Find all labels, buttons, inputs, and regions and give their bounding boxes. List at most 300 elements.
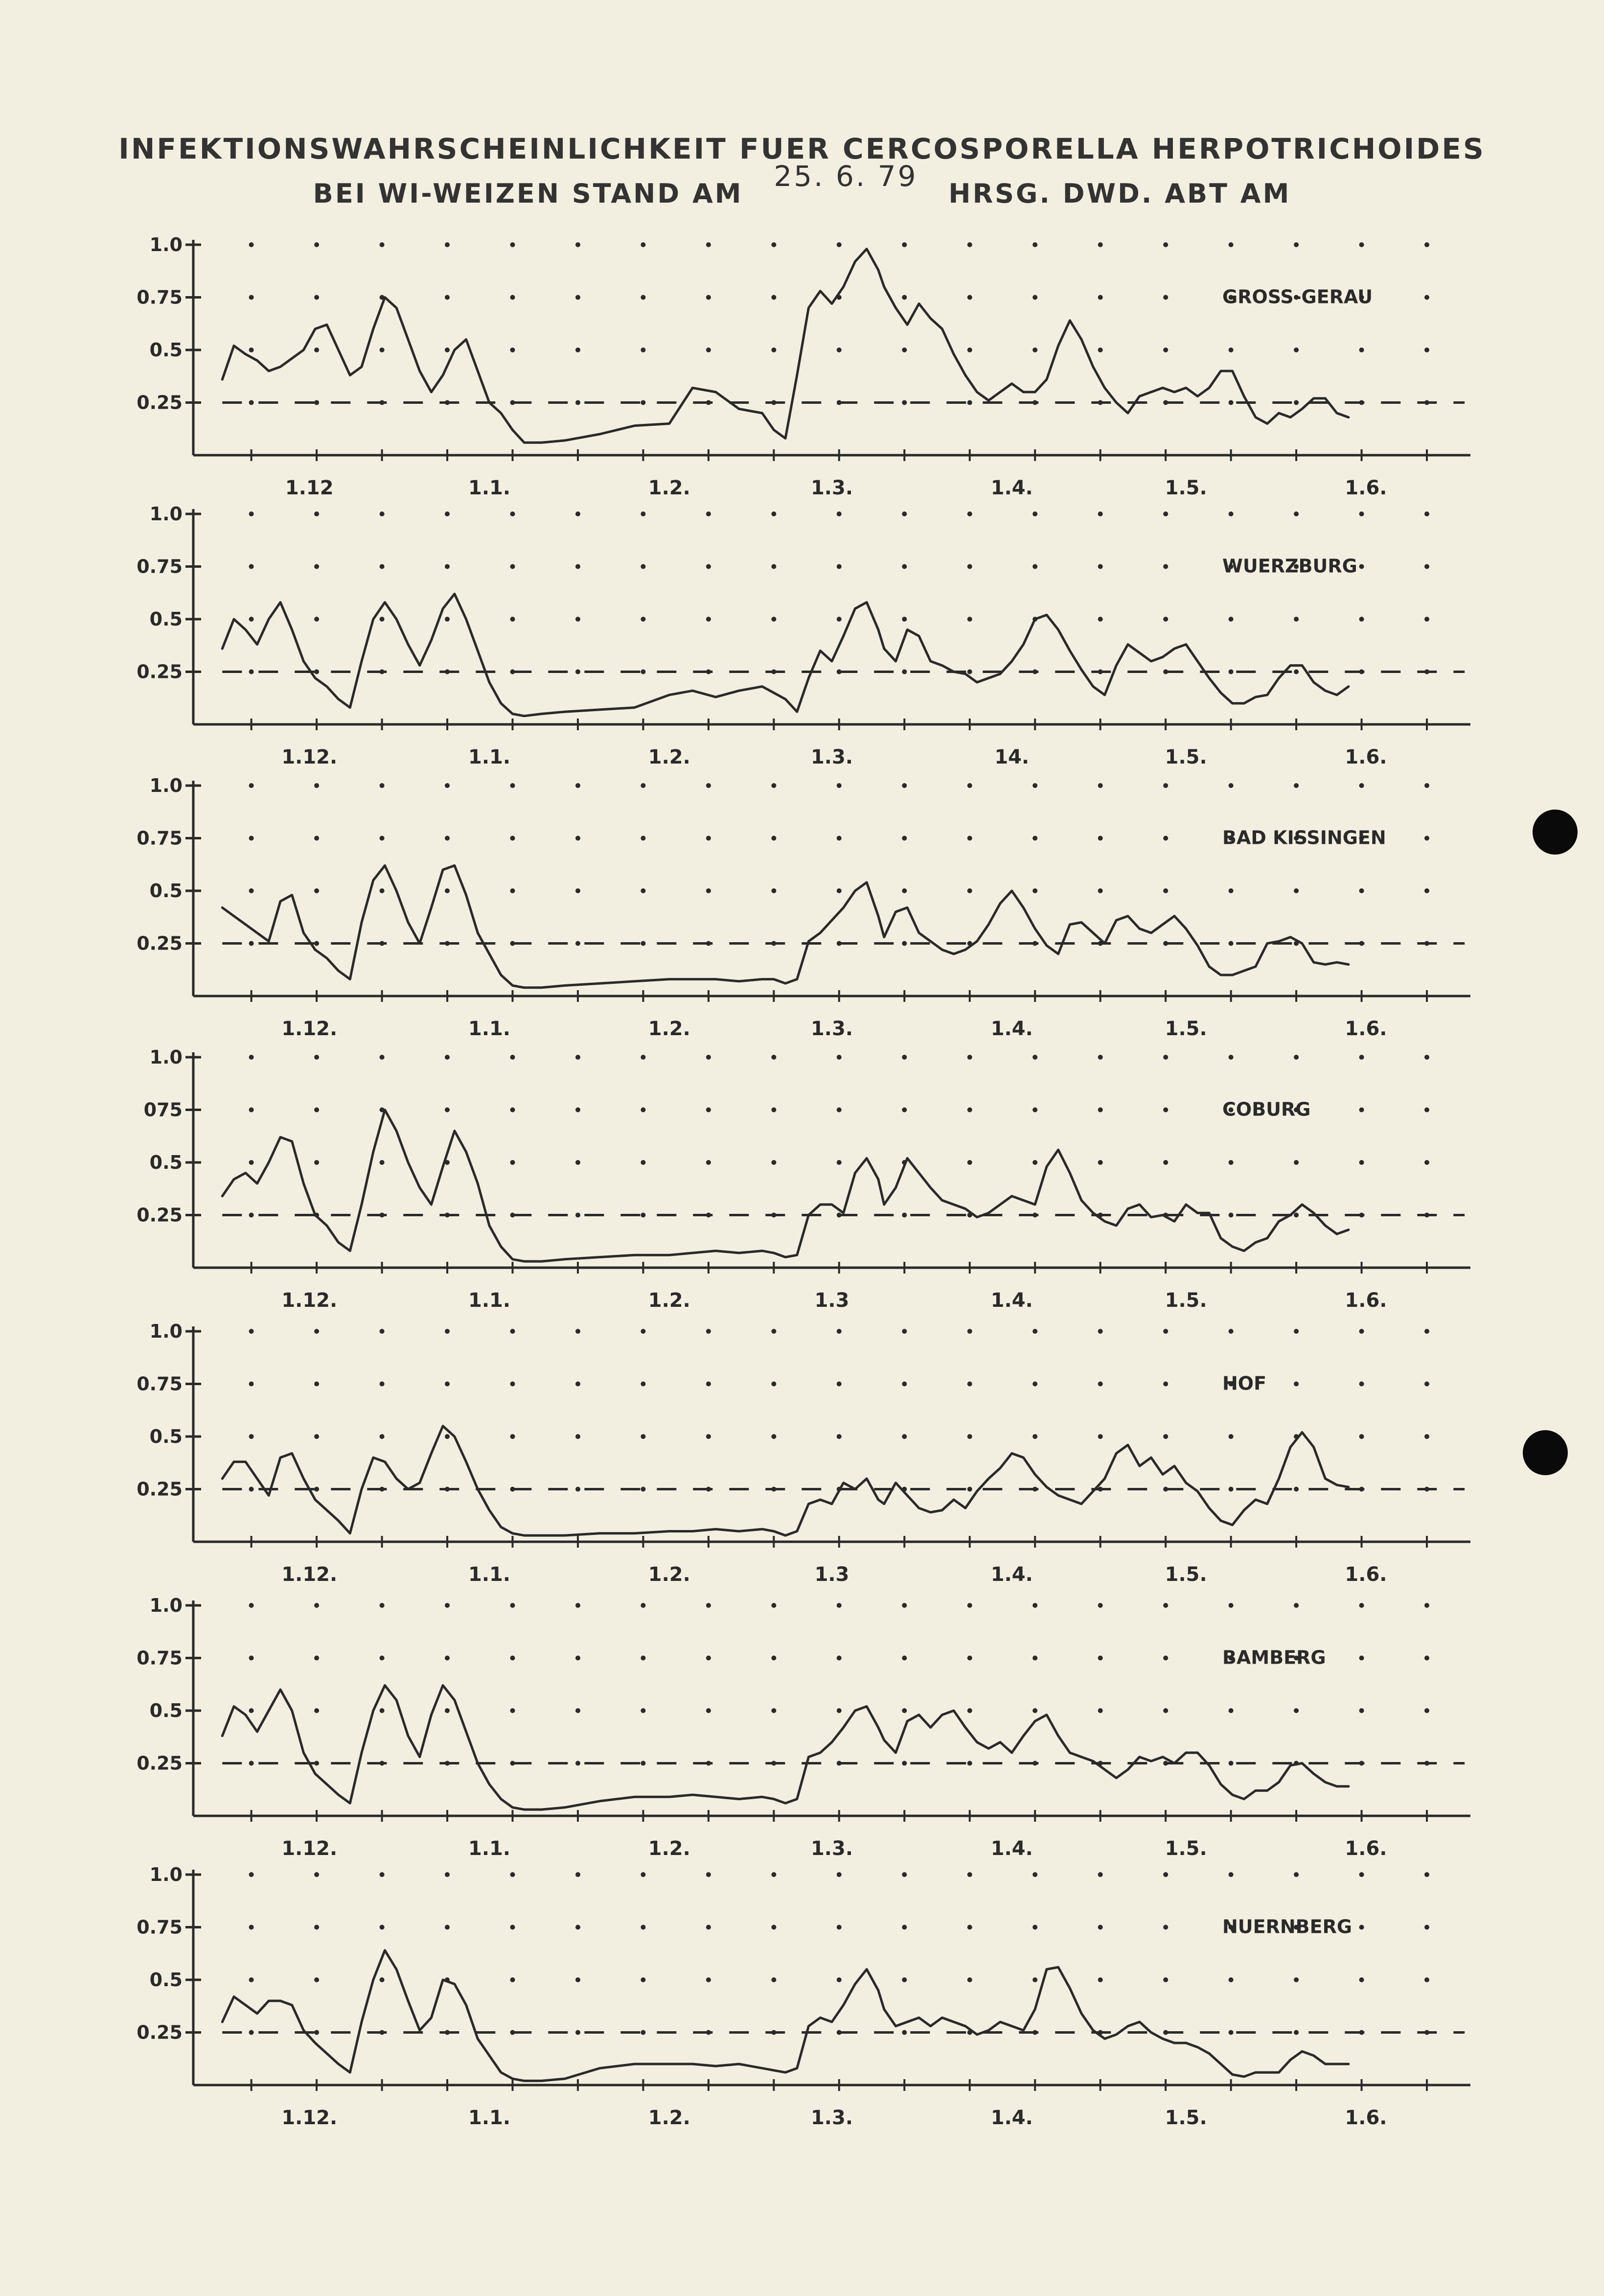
grid-dot bbox=[249, 1603, 254, 1608]
x-tick-label: 1.6. bbox=[1345, 1289, 1387, 1312]
x-tick-label: 1.5. bbox=[1165, 2107, 1207, 2129]
grid-dot bbox=[510, 1382, 515, 1387]
grid-dot bbox=[1163, 1708, 1168, 1713]
grid-dot bbox=[314, 941, 319, 946]
grid-dot bbox=[575, 617, 580, 622]
grid-dot bbox=[837, 1055, 842, 1060]
grid-dot bbox=[1359, 1872, 1364, 1877]
grid-dot bbox=[902, 617, 907, 622]
grid-dot bbox=[706, 1382, 711, 1387]
grid-dot bbox=[380, 1708, 385, 1713]
grid-dot bbox=[902, 1329, 907, 1334]
x-tick-label: 1.1. bbox=[468, 1018, 511, 1040]
grid-dot bbox=[967, 1977, 972, 1982]
grid-dot bbox=[1163, 242, 1168, 247]
grid-dot bbox=[510, 1708, 515, 1713]
y-tick-label: 0.75 bbox=[137, 1373, 183, 1395]
grid-dot bbox=[1163, 836, 1168, 841]
grid-dot bbox=[641, 1213, 645, 1218]
x-tick-label: 1.3. bbox=[810, 1837, 853, 1860]
grid-dot bbox=[771, 511, 776, 516]
grid-dot bbox=[1424, 1382, 1429, 1387]
y-tick-label: 0.5 bbox=[149, 608, 183, 630]
grid-dot bbox=[706, 1329, 711, 1334]
grid-dot bbox=[1294, 1213, 1299, 1218]
grid-dot bbox=[837, 783, 842, 788]
grid-dot bbox=[902, 1872, 907, 1877]
grid-dot bbox=[771, 348, 776, 352]
x-tick-label: 1.6. bbox=[1345, 1018, 1387, 1040]
grid-dot bbox=[1424, 1977, 1429, 1982]
x-tick-label: 1.5. bbox=[1165, 1563, 1207, 1586]
grid-dot bbox=[967, 1329, 972, 1334]
grid-dot bbox=[1163, 1872, 1168, 1877]
grid-dot bbox=[1424, 836, 1429, 841]
grid-dot bbox=[1359, 1160, 1364, 1165]
grid-dot bbox=[1424, 1329, 1429, 1334]
grid-dot bbox=[380, 1656, 385, 1661]
grid-dot bbox=[1294, 617, 1299, 622]
grid-dot bbox=[1294, 1603, 1299, 1608]
grid-dot bbox=[1098, 617, 1103, 622]
grid-dot bbox=[445, 564, 450, 569]
grid-dot bbox=[902, 400, 907, 405]
grid-dot bbox=[1229, 888, 1234, 893]
grid-dot bbox=[1229, 617, 1234, 622]
grid-dot bbox=[249, 1977, 254, 1982]
x-tick-label: 1.2. bbox=[648, 1289, 690, 1312]
grid-dot bbox=[380, 242, 385, 247]
grid-dot bbox=[510, 242, 515, 247]
x-tick-label: 1.1. bbox=[468, 477, 511, 499]
station-label: COBURG bbox=[1222, 1098, 1311, 1120]
grid-dot bbox=[706, 295, 711, 300]
grid-dot bbox=[771, 783, 776, 788]
grid-dot bbox=[1163, 511, 1168, 516]
grid-dot bbox=[641, 836, 645, 841]
grid-dot bbox=[1229, 1708, 1234, 1713]
grid-dot bbox=[902, 1108, 907, 1113]
grid-dot bbox=[771, 888, 776, 893]
grid-dot bbox=[837, 1708, 842, 1713]
y-tick-label: 0.75 bbox=[137, 827, 183, 849]
x-tick-label: 14. bbox=[994, 746, 1030, 768]
grid-dot bbox=[771, 1977, 776, 1982]
grid-dot bbox=[641, 1925, 645, 1930]
grid-dot bbox=[1229, 348, 1234, 352]
x-tick-label: 1.3. bbox=[810, 746, 853, 768]
series-line bbox=[222, 1685, 1349, 1809]
grid-dot bbox=[575, 1656, 580, 1661]
grid-dot bbox=[1163, 1977, 1168, 1982]
x-tick-label: 1.2. bbox=[648, 2107, 690, 2129]
y-tick-label: 0.5 bbox=[149, 880, 183, 902]
x-tick-label: 1.12. bbox=[281, 1289, 338, 1312]
grid-dot bbox=[445, 1925, 450, 1930]
grid-dot bbox=[1032, 1434, 1037, 1439]
grid-dot bbox=[445, 1656, 450, 1661]
grid-dot bbox=[967, 1708, 972, 1713]
grid-dot bbox=[771, 1708, 776, 1713]
grid-dot bbox=[1294, 783, 1299, 788]
grid-dot bbox=[967, 1761, 972, 1766]
grid-dot bbox=[1098, 836, 1103, 841]
grid-dot bbox=[314, 1055, 319, 1060]
grid-dot bbox=[902, 1708, 907, 1713]
grid-dot bbox=[1359, 1708, 1364, 1713]
grid-dot bbox=[771, 836, 776, 841]
grid-dot bbox=[902, 348, 907, 352]
grid-dot bbox=[249, 1708, 254, 1713]
y-tick-label: 0.25 bbox=[137, 1752, 183, 1774]
grid-dot bbox=[1163, 1160, 1168, 1165]
series-line bbox=[222, 1110, 1349, 1262]
grid-dot bbox=[706, 242, 711, 247]
grid-dot bbox=[510, 1656, 515, 1661]
grid-dot bbox=[967, 1487, 972, 1492]
x-tick-label: 1.12. bbox=[281, 1018, 338, 1040]
grid-dot bbox=[967, 1925, 972, 1930]
grid-dot bbox=[575, 1977, 580, 1982]
x-tick-label: 1.5. bbox=[1165, 1289, 1207, 1312]
grid-dot bbox=[1032, 836, 1037, 841]
grid-dot bbox=[1294, 888, 1299, 893]
grid-dot bbox=[771, 1434, 776, 1439]
grid-dot bbox=[1229, 1160, 1234, 1165]
x-tick-label: 1.12. bbox=[281, 1837, 338, 1860]
grid-dot bbox=[510, 1329, 515, 1334]
grid-dot bbox=[1294, 242, 1299, 247]
grid-dot bbox=[314, 2030, 319, 2035]
grid-dot bbox=[1229, 1603, 1234, 1608]
grid-dot bbox=[575, 2030, 580, 2035]
grid-dot bbox=[314, 564, 319, 569]
grid-dot bbox=[1229, 670, 1234, 674]
grid-dot bbox=[1294, 1487, 1299, 1492]
grid-dot bbox=[510, 1872, 515, 1877]
grid-dot bbox=[1294, 1708, 1299, 1713]
grid-dot bbox=[1424, 1656, 1429, 1661]
grid-dot bbox=[575, 511, 580, 516]
grid-dot bbox=[706, 1708, 711, 1713]
grid-dot bbox=[445, 1329, 450, 1334]
x-tick-label: 1.3 bbox=[814, 1563, 849, 1586]
grid-dot bbox=[1098, 1708, 1103, 1713]
grid-dot bbox=[837, 1872, 842, 1877]
grid-dot bbox=[445, 617, 450, 622]
grid-dot bbox=[837, 1656, 842, 1661]
grid-dot bbox=[1163, 617, 1168, 622]
chart-panel bbox=[137, 503, 1470, 768]
grid-dot bbox=[1163, 1329, 1168, 1334]
grid-dot bbox=[837, 1925, 842, 1930]
grid-dot bbox=[249, 295, 254, 300]
grid-dot bbox=[1032, 1656, 1037, 1661]
station-label: NUERNBERG bbox=[1222, 1916, 1352, 1938]
grid-dot bbox=[575, 783, 580, 788]
grid-dot bbox=[1424, 1872, 1429, 1877]
grid-dot bbox=[314, 1160, 319, 1165]
grid-dot bbox=[445, 511, 450, 516]
grid-dot bbox=[706, 783, 711, 788]
grid-dot bbox=[1424, 1160, 1429, 1165]
grid-dot bbox=[249, 836, 254, 841]
x-tick-label: 1.3. bbox=[810, 1018, 853, 1040]
grid-dot bbox=[314, 1108, 319, 1113]
grid-dot bbox=[967, 617, 972, 622]
grid-dot bbox=[314, 836, 319, 841]
grid-dot bbox=[575, 1487, 580, 1492]
grid-dot bbox=[641, 1487, 645, 1492]
grid-dot bbox=[771, 1872, 776, 1877]
grid-dot bbox=[1424, 1055, 1429, 1060]
grid-dot bbox=[445, 836, 450, 841]
grid-dot bbox=[902, 783, 907, 788]
grid-dot bbox=[1032, 1055, 1037, 1060]
grid-dot bbox=[314, 348, 319, 352]
grid-dot bbox=[771, 1382, 776, 1387]
grid-dot bbox=[1098, 1055, 1103, 1060]
x-tick-label: 1.12. bbox=[281, 746, 338, 768]
grid-dot bbox=[641, 1160, 645, 1165]
grid-dot bbox=[641, 783, 645, 788]
grid-dot bbox=[1032, 348, 1037, 352]
grid-dot bbox=[1359, 1434, 1364, 1439]
grid-dot bbox=[1294, 1977, 1299, 1982]
grid-dot bbox=[837, 242, 842, 247]
grid-dot bbox=[510, 348, 515, 352]
grid-dot bbox=[902, 1925, 907, 1930]
grid-dot bbox=[380, 1872, 385, 1877]
grid-dot bbox=[902, 564, 907, 569]
x-tick-label: 1.2. bbox=[648, 1018, 690, 1040]
grid-dot bbox=[1098, 348, 1103, 352]
x-tick-label: 1.4. bbox=[990, 1837, 1033, 1860]
grid-dot bbox=[380, 617, 385, 622]
x-tick-label: 1.1. bbox=[468, 1289, 511, 1312]
grid-dot bbox=[249, 888, 254, 893]
grid-dot bbox=[1229, 1434, 1234, 1439]
grid-dot bbox=[641, 295, 645, 300]
chart-panel bbox=[137, 775, 1470, 1040]
grid-dot bbox=[1098, 564, 1103, 569]
grid-dot bbox=[249, 400, 254, 405]
grid-dot bbox=[967, 1656, 972, 1661]
grid-dot bbox=[641, 1603, 645, 1608]
grid-dot bbox=[641, 348, 645, 352]
grid-dot bbox=[967, 1160, 972, 1165]
y-tick-label: 1.0 bbox=[149, 1321, 183, 1342]
grid-dot bbox=[1359, 511, 1364, 516]
grid-dot bbox=[641, 1108, 645, 1113]
station-label: BAMBERG bbox=[1222, 1647, 1326, 1669]
grid-dot bbox=[510, 511, 515, 516]
grid-dot bbox=[837, 1108, 842, 1113]
grid-dot bbox=[1032, 1708, 1037, 1713]
grid-dot bbox=[510, 1055, 515, 1060]
grid-dot bbox=[1294, 2030, 1299, 2035]
x-tick-label: 1.4. bbox=[990, 477, 1033, 499]
y-tick-label: 0.5 bbox=[149, 1426, 183, 1447]
grid-dot bbox=[314, 1329, 319, 1334]
grid-dot bbox=[510, 1160, 515, 1165]
grid-dot bbox=[380, 836, 385, 841]
grid-dot bbox=[1163, 1656, 1168, 1661]
grid-dot bbox=[1229, 400, 1234, 405]
grid-dot bbox=[1032, 242, 1037, 247]
chart-panel bbox=[137, 1864, 1470, 2129]
grid-dot bbox=[1294, 1872, 1299, 1877]
y-tick-label: 0.75 bbox=[137, 1647, 183, 1669]
grid-dot bbox=[1424, 564, 1429, 569]
chart-panel bbox=[137, 1321, 1470, 1586]
grid-dot bbox=[1098, 1329, 1103, 1334]
x-tick-label: 1.5. bbox=[1165, 477, 1207, 499]
grid-dot bbox=[1098, 1925, 1103, 1930]
x-tick-label: 1.1. bbox=[468, 2107, 511, 2129]
grid-dot bbox=[902, 1382, 907, 1387]
grid-dot bbox=[1359, 564, 1364, 569]
grid-dot bbox=[1229, 511, 1234, 516]
grid-dot bbox=[706, 511, 711, 516]
grid-dot bbox=[249, 783, 254, 788]
grid-dot bbox=[1163, 1434, 1168, 1439]
page-title: INFEKTIONSWAHRSCHEINLICHKEIT FUER CERCOSPORELLA HERPOTRICHOIDES bbox=[118, 132, 1486, 165]
grid-dot bbox=[249, 1434, 254, 1439]
grid-dot bbox=[706, 1055, 711, 1060]
grid-dot bbox=[1359, 888, 1364, 893]
grid-dot bbox=[641, 1656, 645, 1661]
x-tick-label: 1.4. bbox=[990, 1563, 1033, 1586]
grid-dot bbox=[771, 1160, 776, 1165]
grid-dot bbox=[902, 1434, 907, 1439]
grid-dot bbox=[1032, 1160, 1037, 1165]
grid-dot bbox=[1098, 511, 1103, 516]
grid-dot bbox=[510, 617, 515, 622]
grid-dot bbox=[575, 1055, 580, 1060]
grid-dot bbox=[314, 1487, 319, 1492]
grid-dot bbox=[902, 836, 907, 841]
grid-dot bbox=[1359, 1603, 1364, 1608]
grid-dot bbox=[1359, 1329, 1364, 1334]
grid-dot bbox=[837, 564, 842, 569]
grid-dot bbox=[1294, 1382, 1299, 1387]
grid-dot bbox=[641, 242, 645, 247]
grid-dot bbox=[445, 348, 450, 352]
grid-dot bbox=[967, 511, 972, 516]
grid-dot bbox=[575, 348, 580, 352]
y-tick-label: 1.0 bbox=[149, 1046, 183, 1068]
grid-dot bbox=[1294, 400, 1299, 405]
grid-dot bbox=[1424, 242, 1429, 247]
grid-dot bbox=[837, 1160, 842, 1165]
grid-dot bbox=[1032, 1108, 1037, 1113]
x-tick-label: 1.4. bbox=[990, 1289, 1033, 1312]
y-tick-label: 0.25 bbox=[137, 2021, 183, 2043]
grid-dot bbox=[1294, 348, 1299, 352]
grid-dot bbox=[445, 295, 450, 300]
grid-dot bbox=[380, 511, 385, 516]
y-tick-label: 0.5 bbox=[149, 339, 183, 361]
grid-dot bbox=[1229, 783, 1234, 788]
grid-dot bbox=[902, 511, 907, 516]
grid-dot bbox=[1359, 617, 1364, 622]
grid-dot bbox=[575, 564, 580, 569]
subtitle-suffix: HRSG. DWD. ABT AM bbox=[948, 178, 1291, 209]
grid-dot bbox=[575, 941, 580, 946]
grid-dot bbox=[314, 1925, 319, 1930]
grid-dot bbox=[967, 564, 972, 569]
grid-dot bbox=[445, 1603, 450, 1608]
grid-dot bbox=[445, 1434, 450, 1439]
y-tick-label: 0.75 bbox=[137, 286, 183, 308]
grid-dot bbox=[510, 1977, 515, 1982]
y-tick-label: 1.0 bbox=[149, 1864, 183, 1885]
grid-dot bbox=[1163, 783, 1168, 788]
grid-dot bbox=[1294, 511, 1299, 516]
grid-dot bbox=[641, 1434, 645, 1439]
grid-dot bbox=[510, 1434, 515, 1439]
grid-dot bbox=[510, 888, 515, 893]
grid-dot bbox=[1229, 941, 1234, 946]
grid-dot bbox=[1229, 1213, 1234, 1218]
grid-dot bbox=[314, 1434, 319, 1439]
y-tick-label: 075 bbox=[143, 1099, 183, 1121]
x-tick-label: 1.12. bbox=[281, 2107, 338, 2129]
grid-dot bbox=[445, 1382, 450, 1387]
grid-dot bbox=[249, 1213, 254, 1218]
grid-dot bbox=[706, 1977, 711, 1982]
grid-dot bbox=[445, 1872, 450, 1877]
grid-dot bbox=[249, 1055, 254, 1060]
y-tick-label: 0.5 bbox=[149, 1700, 183, 1721]
grid-dot bbox=[575, 1329, 580, 1334]
grid-dot bbox=[249, 511, 254, 516]
grid-dot bbox=[771, 1329, 776, 1334]
x-tick-label: 1.4. bbox=[990, 1018, 1033, 1040]
grid-dot bbox=[380, 1925, 385, 1930]
grid-dot bbox=[706, 1925, 711, 1930]
grid-dot bbox=[249, 2030, 254, 2035]
grid-dot bbox=[249, 617, 254, 622]
grid-dot bbox=[967, 400, 972, 405]
subtitle-prefix: BEI WI-WEIZEN STAND AM bbox=[313, 178, 743, 209]
y-tick-label: 0.25 bbox=[137, 932, 183, 954]
x-tick-label: 1.1. bbox=[468, 746, 511, 768]
grid-dot bbox=[1424, 783, 1429, 788]
grid-dot bbox=[249, 1925, 254, 1930]
x-tick-label: 1.2. bbox=[648, 477, 690, 499]
grid-dot bbox=[380, 1382, 385, 1387]
grid-dot bbox=[641, 511, 645, 516]
grid-dot bbox=[1163, 1108, 1168, 1113]
grid-dot bbox=[249, 1487, 254, 1492]
grid-dot bbox=[967, 1108, 972, 1113]
grid-dot bbox=[1032, 888, 1037, 893]
grid-dot bbox=[1163, 888, 1168, 893]
grid-dot bbox=[510, 783, 515, 788]
grid-dot bbox=[575, 1603, 580, 1608]
grid-dot bbox=[1032, 783, 1037, 788]
grid-dot bbox=[575, 1108, 580, 1113]
grid-dot bbox=[575, 1160, 580, 1165]
grid-dot bbox=[641, 1872, 645, 1877]
grid-dot bbox=[575, 1925, 580, 1930]
grid-dot bbox=[706, 348, 711, 352]
grid-dot bbox=[967, 1603, 972, 1608]
station-label: HOF bbox=[1222, 1372, 1267, 1394]
y-tick-label: 0.25 bbox=[137, 1478, 183, 1500]
